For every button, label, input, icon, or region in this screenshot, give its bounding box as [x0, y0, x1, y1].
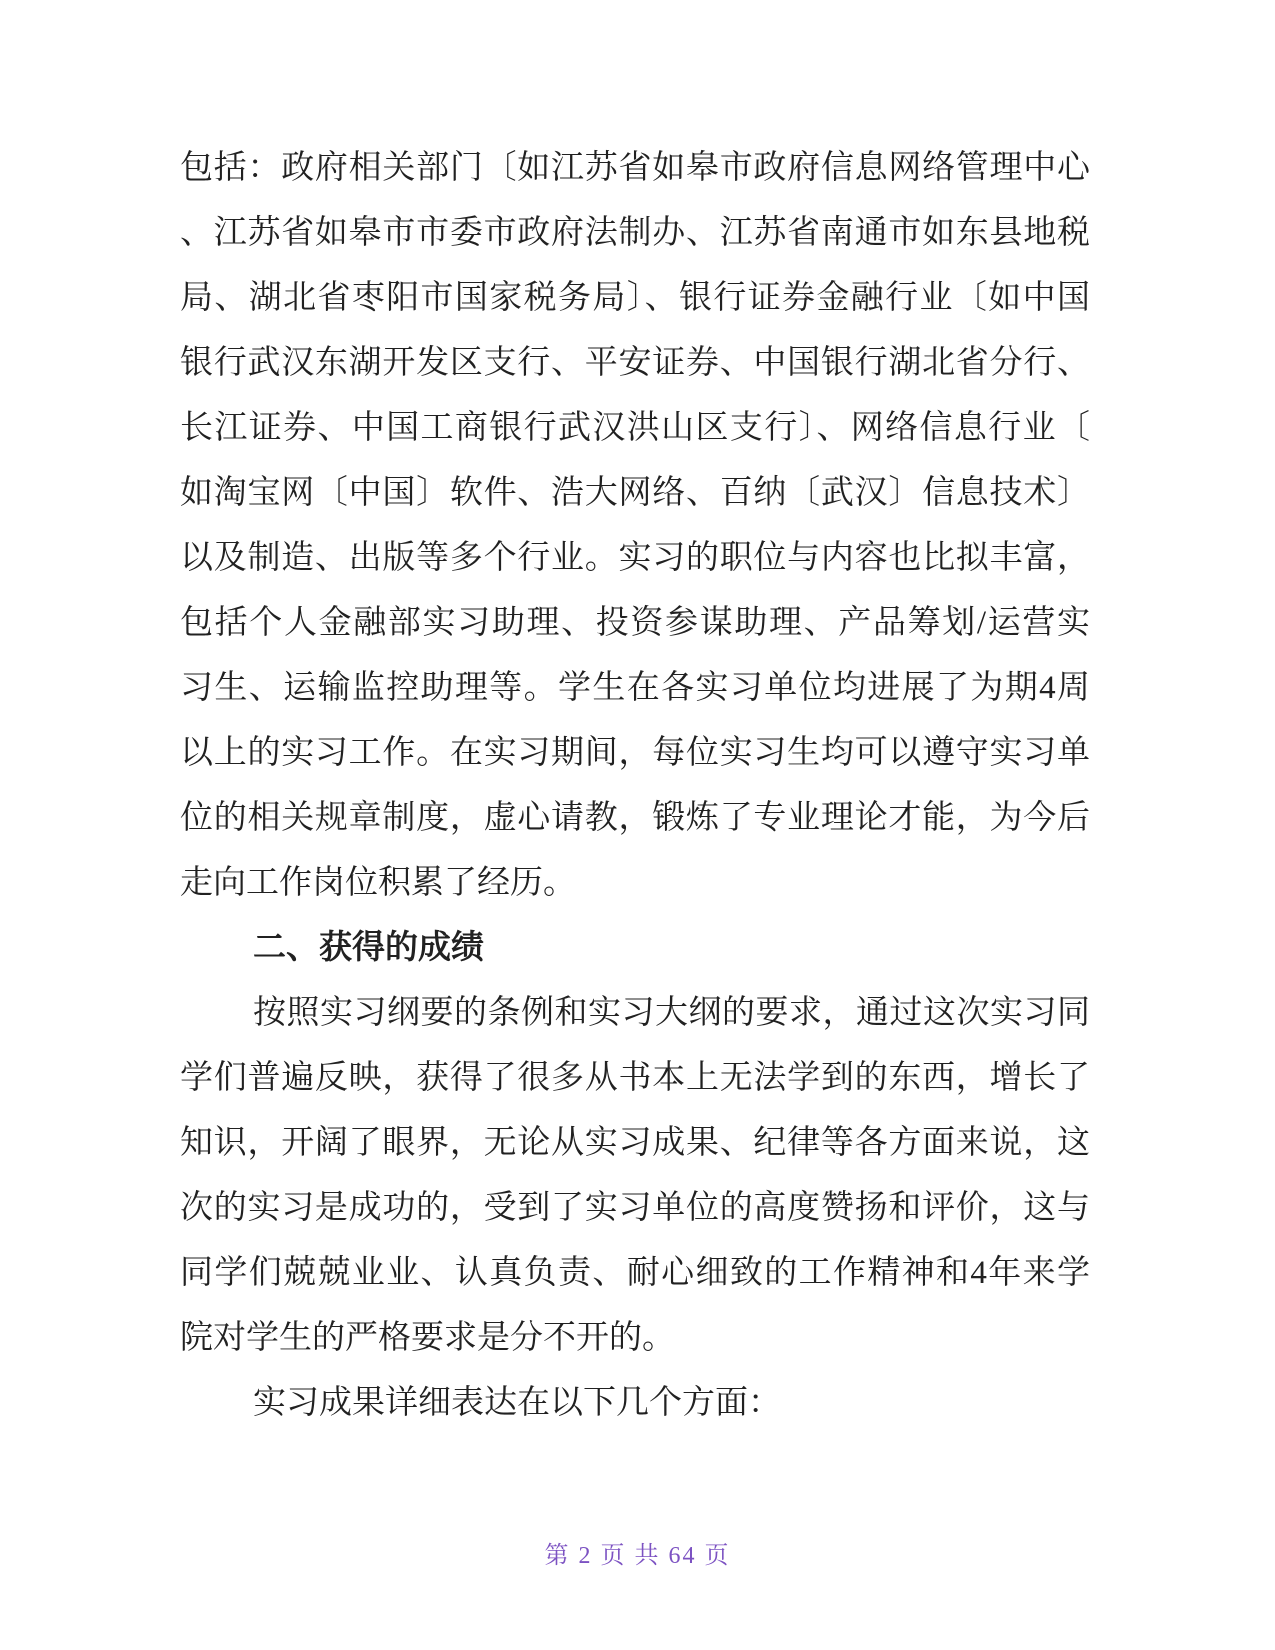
text-line: 如淘宝网〔中国〕软件、浩大网络、百纳〔武汉〕信息技术〕 [180, 475, 1090, 511]
text-line: 包括：政府相关部门〔如江苏省如皋市政府信息网络管理中心 [180, 150, 1090, 186]
text-line: 银行武汉东湖开发区支行、平安证券、中国银行湖北省分行、 [180, 345, 1090, 381]
text-line: 院对学生的严格要求是分不开的。 [180, 1320, 675, 1356]
text-line: 同学们兢兢业业、认真负责、耐心细致的工作精神和4年来学 [180, 1255, 1090, 1291]
text-line: 知识，开阔了眼界，无论从实习成果、纪律等各方面来说，这 [180, 1125, 1090, 1161]
text-line: 以及制造、出版等多个行业。实习的职位与内容也比拟丰富， [180, 540, 1090, 576]
text-line: 按照实习纲要的条例和实习大纲的要求，通过这次实习同 [253, 995, 1090, 1031]
text-line: 位的相关规章制度，虚心请教，锻炼了专业理论才能，为今后 [180, 800, 1090, 836]
text-line: 实习成果详细表达在以下几个方面： [253, 1385, 781, 1421]
section-heading: 二、获得的成绩 [253, 930, 484, 966]
text-line: 学们普遍反映，获得了很多从书本上无法学到的东西，增长了 [180, 1060, 1090, 1096]
text-line: 走向工作岗位积累了经历。 [180, 865, 576, 901]
text-line: 局、湖北省枣阳市国家税务局〕、银行证券金融行业〔如中国 [180, 280, 1090, 316]
text-line: 长江证券、中国工商银行武汉洪山区支行〕、网络信息行业〔 [180, 410, 1090, 446]
text-line: 次的实习是成功的，受到了实习单位的高度赞扬和评价，这与 [180, 1190, 1090, 1226]
text-line: 以上的实习工作。在实习期间，每位实习生均可以遵守实习单 [180, 735, 1090, 771]
document-text-block [180, 136, 1090, 1436]
text-line: 包括个人金融部实习助理、投资参谋助理、产品筹划/运营实 [180, 605, 1090, 641]
text-line: 习生、运输监控助理等。学生在各实习单位均进展了为期4周 [180, 670, 1090, 706]
page-number-footer: 第 2 页 共 64 页 [544, 1543, 731, 1569]
text-line: 、江苏省如皋市市委市政府法制办、江苏省南通市如东县地税 [180, 215, 1090, 251]
